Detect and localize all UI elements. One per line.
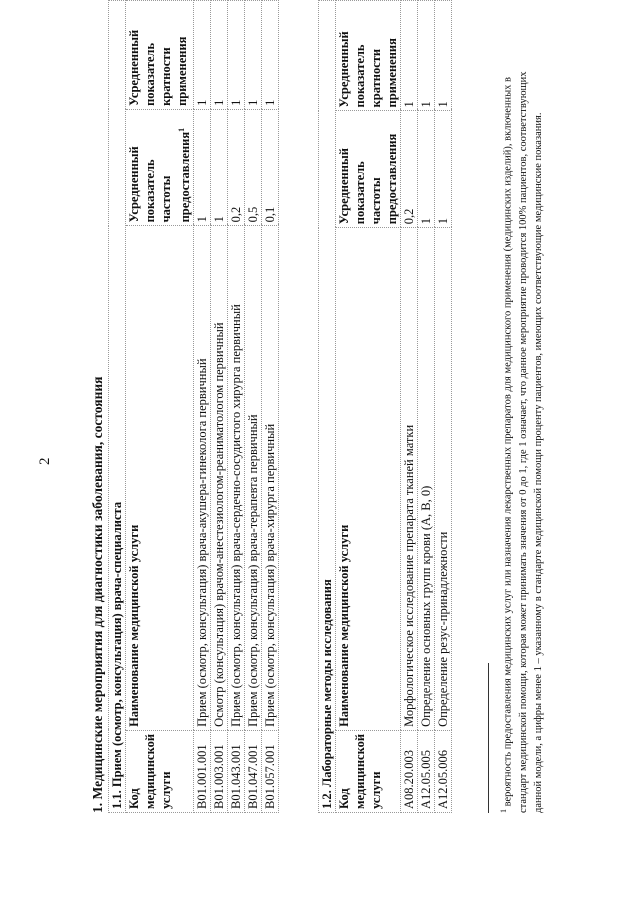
cell-code: B01.057.001 [262,730,279,812]
cell-code: B01.047.001 [245,730,262,812]
cell-name: Прием (осмотр, консультация) врача-хирурга первичный [262,226,279,731]
cell-name: Осмотр (консультация) врачом-анестезиологом-реаниматологом первичный [211,226,228,731]
lab-table [318,0,452,813]
cell-multiplicity: 1 [401,1,418,111]
cell-multiplicity: 1 [194,1,211,110]
consultations-table [108,0,279,813]
cell-multiplicity: 1 [262,1,279,110]
consultations-header-row [126,1,194,813]
header-frequency: Усредненный показатель частоты предоставления$^1$ [126,109,194,225]
cell-frequency: 0,1 [262,109,279,225]
cell-name: Прием (осмотр, консультация) врача-сердечно-сосудистого хирурга первичный [228,226,245,731]
cell-code: B01.043.001 [228,730,245,812]
header-name: Наименование медицинской услуги [336,228,401,731]
cell-code: A12.05.005 [418,730,435,812]
cell-frequency: 1 [418,111,435,228]
footnote-mark: 1 [177,127,186,132]
cell-code: A08.20.003 [401,730,418,812]
header-frequency: Усредненный показатель частоты предоставления [336,111,401,228]
footnote-divider [488,663,489,813]
footnote-text: вероятность предоставления медицинских услуг или назначения лекарственных препаратов для медицинского применения (медицинских изделий), включенных в стандарт медицинской помощи, которая может принимать значения от 0 до 1, где 1 означает, что данное мероприятие проводится 100% пациентов, соответствующих данной модели, а цифры менее 1 – указанному в стандарте медицинской помощи проценту пациентов, имеющих соответствующие медицинские показания. [502,71,544,813]
table-row [401,1,418,813]
lab-subtitle-row [319,1,336,813]
cell-code: B01.001.001 [194,730,211,812]
cell-multiplicity: 1 [245,1,262,110]
cell-multiplicity: 1 [418,1,435,111]
cell-multiplicity: 1 [211,1,228,110]
footnote [496,43,546,813]
cell-frequency: 0,2 [401,111,418,228]
table-row [228,1,245,813]
cell-frequency: 0,2 [228,109,245,225]
cell-name: Определение резус-принадлежности [435,228,452,731]
cell-name: Прием (осмотр, консультация) врача-терапевта первичный [245,226,262,731]
table-row [435,1,452,813]
lab-subtitle: 1.2. Лабораторные методы исследования [319,1,336,813]
cell-frequency: 1 [435,111,452,228]
header-multiplicity: Усредненный показатель кратности применения [336,1,401,111]
header-code: Код медицинской услуги [336,730,401,812]
header-name: Наименование медицинской услуги [126,226,194,731]
table-row [262,1,279,813]
cell-frequency: 0,5 [245,109,262,225]
page-number: 2 [37,457,53,465]
header-code: Код медицинской услуги [126,730,194,812]
consultations-subtitle-row [109,1,126,813]
table-row [245,1,262,813]
table-row [211,1,228,813]
cell-name: Морфологическое исследование препарата тканей матки [401,228,418,731]
table-row [418,1,435,813]
section-title: 1. Медицинские мероприятия для диагностики заболевания, состояния [90,376,105,813]
cell-multiplicity: 1 [435,1,452,111]
cell-frequency: 1 [194,109,211,225]
table-row [194,1,211,813]
cell-code: B01.003.001 [211,730,228,812]
consultations-subtitle: 1.1. Прием (осмотр, консультация) врача-специалиста [109,1,126,813]
cell-code: A12.05.006 [435,730,452,812]
cell-name: Прием (осмотр, консультация) врача-акушера-гинеколога первичный [194,226,211,731]
lab-header-row [336,1,401,813]
cell-name: Определение основных групп крови (A, B, 0) [418,228,435,731]
cell-multiplicity: 1 [228,1,245,110]
header-multiplicity: Усредненный показатель кратности применения [126,1,194,110]
footnote-mark: 1 [499,809,508,813]
cell-frequency: 1 [211,109,228,225]
